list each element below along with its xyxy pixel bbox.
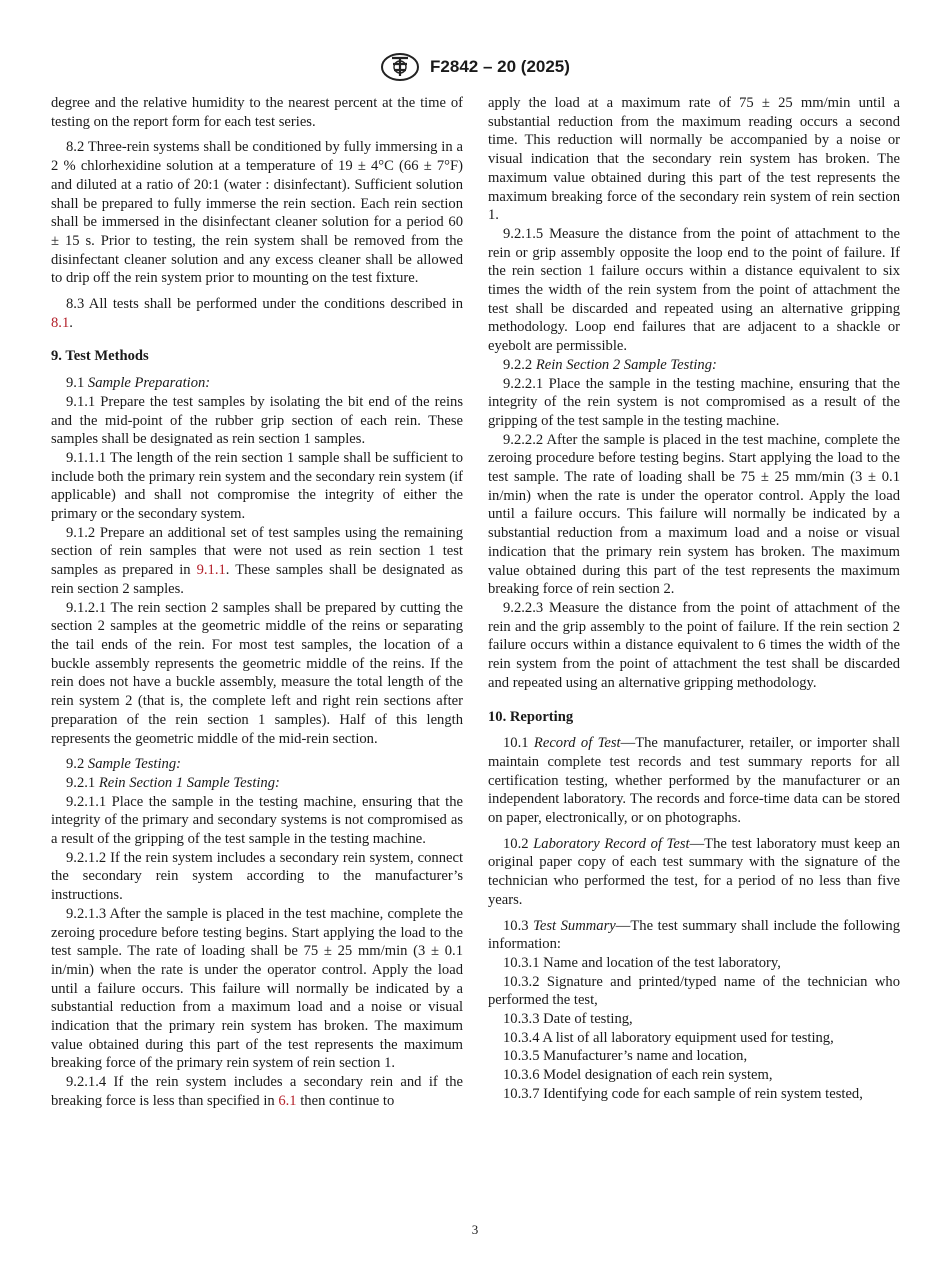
paragraph-9-1-1: 9.1.1 Prepare the test samples by isolating the bit end of the reins and the mid-point of the rubber grip section of each rein. These samples shall be designated as rein section 1 samples. bbox=[51, 393, 463, 448]
paragraph-9-2-1-4: 9.2.1.4 If the rein system includes a secondary rein and if the breaking force is less than specified in 6.1 then continue to bbox=[51, 1074, 463, 1109]
paragraph-9-2-2: 9.2.2 Rein Section 2 Sample Testing: bbox=[503, 356, 717, 373]
astm-logo-icon bbox=[380, 52, 420, 82]
page-header bbox=[0, 52, 950, 82]
paragraph-10-2: 10.2 Laboratory Record of Test—The test laboratory must keep an original paper copy of each test summary with the signature of the technician who performed the test, for a period of no less than five years. bbox=[488, 835, 901, 908]
section-heading-10: 10. Reporting bbox=[488, 708, 574, 725]
page-number: 3 bbox=[471, 1222, 479, 1237]
list-item-10-3-5: 10.3.5 Manufacturer’s name and location, bbox=[503, 1048, 748, 1065]
paragraph-9-2-1-5: 9.2.1.5 Measure the distance from the point of attachment to the rein or grip assembly opposite the loop end to the point of failure. If the rein section 1 failure occurs within a distance equivalent to six times the width of the rein system from the point of attachment the test shall be discarded and repeated using an alternative gripping methodology. Loop end failures that are adjacent to a shackle or eyebolt are permissible. bbox=[488, 225, 900, 355]
paragraph-9-2-2-1: 9.2.2.1 Place the sample in the testing machine, ensuring that the integrity of the rein system is not compromised as a result of the gripping of the test sample in the testing machine. bbox=[488, 375, 900, 429]
document-designation: F2842 – 20 (2025) bbox=[430, 57, 570, 76]
right-column bbox=[488, 94, 900, 1104]
list-item-10-3-2: 10.3.2 Signature and printed/typed name of the technician who performed the test, bbox=[488, 973, 900, 1009]
paragraph-9-1-1-1: 9.1.1.1 The length of the rein section 1 sample shall be sufficient to include both the primary rein system and the secondary rein system (if applicable) and shall not compromise the integrity of either the primary or the secondary system. bbox=[51, 449, 463, 523]
paragraph-9-2-1-3: 9.2.1.3 After the sample is placed in the test machine, complete the zeroing procedure before testing begins. Start applying the load to the test sample. The rate of loading shall be 75 ± 25 mm/min (3 ± 0.1 in/min) when the rate is under the operator control. Apply the load until a failure occurs. This failure will normally be indicated by a substantial reduction from a maximum load and a noise or visual indication that the primary rein system has broken. The maximum value obtained during this part of the test represents the maximum breaking force of the primary rein system of rein section 1. bbox=[51, 905, 463, 1072]
list-item-10-3-6: 10.3.6 Model designation of each rein system, bbox=[503, 1067, 773, 1084]
list-item-10-3-3: 10.3.3 Date of testing, bbox=[503, 1011, 633, 1028]
list-item-10-3-7: 10.3.7 Identifying code for each sample of rein system tested, bbox=[503, 1085, 863, 1102]
paragraph-9-2-1: 9.2.1 Rein Section 1 Sample Testing: bbox=[66, 774, 280, 791]
reference-link-6-1[interactable]: 6.1 bbox=[278, 1092, 297, 1109]
paragraph-9-1: 9.1 Sample Preparation: bbox=[66, 375, 211, 392]
paragraph-8-3: 8.3 All tests shall be performed under the conditions described in 8.1. bbox=[51, 296, 463, 331]
paragraph-continued-right: apply the load at a maximum rate of 75 ± 25 mm/min until a substantial reduction from the maximum reading occurs a second time. This reduction will normally be accompanied by a noise or visual indication that the secondary rein system has broken. The maximum value obtained during this part of the test represents the maximum breaking force of the secondary rein system of rein section 1. bbox=[488, 95, 900, 224]
paragraph-9-2-2-2: 9.2.2.2 After the sample is placed in the test machine, complete the zeroing procedure before testing begins. Start applying the load to the test sample. The rate of loading shall be 75 ± 25 mm/min (3 ± 0.1 in/min) when the rate is under the operator control. Apply the load until a failure occurs. This failure will normally be indicated by a substantial reduction from a maximum load and a noise or visual indication that the primary rein system has broken. The maximum value obtained during this part of the test represents the maximum breaking force of rein section 2. bbox=[488, 431, 900, 598]
left-column bbox=[51, 94, 463, 1111]
paragraph-9-2-1-1: 9.2.1.1 Place the sample in the testing machine, ensuring that the integrity of the primary and secondary systems is not compromised as a result of the gripping of the test sample in the testing machine. bbox=[51, 793, 463, 848]
paragraph-9-1-2: 9.1.2 Prepare an additional set of test samples using the remaining section of rein samples that were not used as rein section 1 test samples as prepared in 9.1.1. These samples shall be designated as rein section 2 samples. bbox=[51, 524, 463, 597]
list-item-10-3-1: 10.3.1 Name and location of the test laboratory, bbox=[503, 954, 781, 971]
paragraph-10-3: 10.3 Test Summary—The test summary shall include the following information: bbox=[488, 917, 901, 953]
paragraph-9-1-2-1: 9.1.2.1 The rein section 2 samples shall be prepared by cutting the section 2 samples at the geometric middle of the reins or separating the tail ends of the rein. For most test samples, the location of a buckle assembly represents the geometric middle of the reins. If the rein does not have a buckle assembly, measure the total length of the rein system 2 (that is, the complete left and right rein sections after preparation of the rein section 1 samples). Half of this length represents the geometric middle of the mid-rein section. bbox=[51, 599, 463, 747]
list-item-10-3-4: 10.3.4 A list of all laboratory equipment used for testing, bbox=[503, 1029, 834, 1046]
paragraph-9-2-2-3: 9.2.2.3 Measure the distance from the point of attachment of the rein and the grip assembly to the point of failure. If the rein section 2 failure occurs within a distance equivalent to 6 times the width of the rein system from the point of attachment the test shall be discarded and repeated using an alternative gripping methodology. bbox=[488, 599, 900, 691]
paragraph-10-1: 10.1 Record of Test—The manufacturer, retailer, or importer shall maintain complete test records and test summary reports for all certification testing, whether performed by the manufacturer or an independent laboratory. The records and force-time data can be stored on paper, electronically, or on photographs. bbox=[488, 735, 900, 827]
reference-link-9-1-1[interactable]: 9.1.1 bbox=[196, 562, 226, 579]
paragraph-9-2: 9.2 Sample Testing: bbox=[66, 756, 181, 773]
reference-link-8-1[interactable]: 8.1 bbox=[51, 314, 70, 331]
paragraph-8-2: 8.2 Three-rein systems shall be conditioned by fully immersing in a 2 % chlorhexidine solution at a temperature of 19 ± 4°C (66 ± 7°F) and diluted at a ratio of 20:1 (water : disinfectant). Sufficient solution shall be prepared to fully immerse the rein section. Each rein section shall be immersed in the disinfectant cleaner solution for a period 60 ± 15 s. Prior to testing, the rein system shall be removed from the disinfectant cleaner solution and any excess cleaner shall be allowed to drip off the rein system prior to mounting on the test fixture. bbox=[51, 139, 463, 287]
section-heading-9: 9. Test Methods bbox=[51, 348, 149, 365]
paragraph-continued: degree and the relative humidity to the nearest percent at the time of testing on the report form for each test series. bbox=[51, 95, 463, 130]
paragraph-9-2-1-2: 9.2.1.2 If the rein system includes a secondary rein system, connect the secondary rein system according to the manufacturer’s instructions. bbox=[51, 849, 463, 904]
